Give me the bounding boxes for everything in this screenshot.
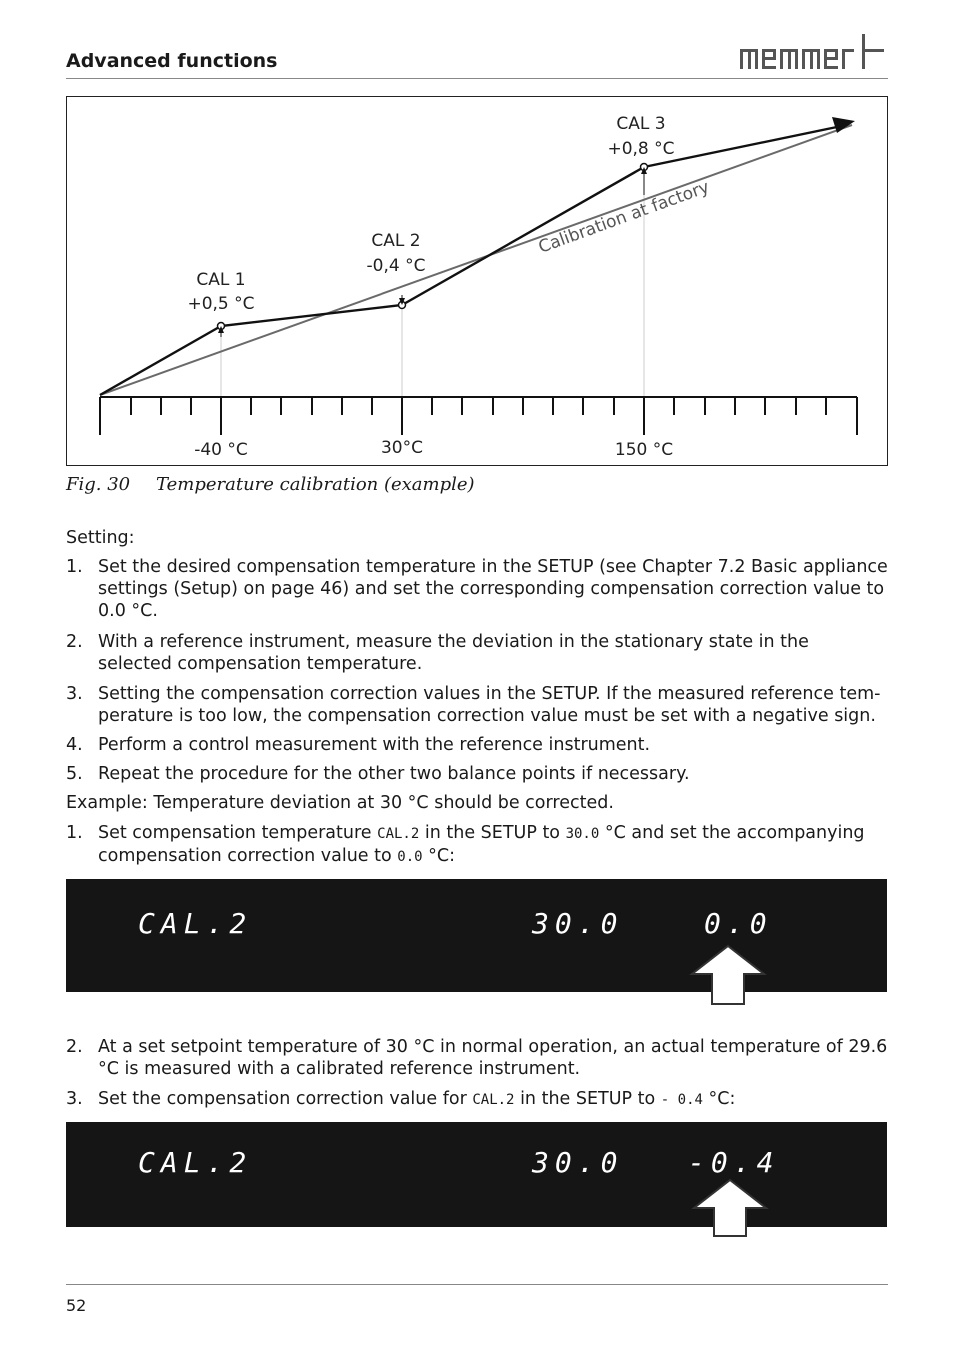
example-step: 1. Set compensation temperature CAL.2 in the SETUP to 30.0 °C and set the accompanying compensation correction value to 0.0 °C:	[66, 823, 865, 866]
cal1-name-label: CAL 1	[196, 270, 246, 290]
temperature-axis	[100, 397, 857, 435]
tick-label-minus40: -40 °C	[194, 440, 248, 460]
setting-step: 2. With a reference instrument, measure the deviation in the stationary state in the selected compensation temperature.	[66, 632, 809, 674]
factory-line-label: Calibration at factory	[535, 177, 713, 258]
cal3-value-label: +0,8 °C	[607, 139, 675, 159]
lcd-code-inline: - 0.4	[660, 1092, 703, 1108]
setting-step: 4. Perform a control measurement with the reference instrument.	[66, 735, 651, 755]
cal1-value-label: +0,5 °C	[187, 294, 255, 314]
display-cal-name: CAL.2	[138, 907, 253, 940]
lcd-code-inline: CAL.2	[377, 826, 420, 842]
example-intro: Example: Temperature deviation at 30 °C should be corrected.	[66, 793, 614, 813]
tick-label-150: 150 °C	[614, 440, 674, 460]
display-correction-value: -0.4	[688, 1146, 780, 1179]
page-number: 52	[66, 1296, 87, 1315]
display-cal-name: CAL.2	[138, 1146, 253, 1179]
display-temperature: 30.0	[532, 907, 624, 940]
setting-step: 3. Setting the compensation correction values in the SETUP. If the measured reference tem-perature is too low, the compensation correction value must be set with a negative sign.	[66, 684, 881, 726]
setting-heading: Setting:	[66, 528, 135, 548]
memmert-logo	[738, 32, 888, 76]
lcd-code-inline: CAL.2	[472, 1092, 515, 1108]
header-rule	[66, 78, 888, 79]
lcd-code-inline: 30.0	[565, 826, 600, 842]
display-correction-value: 0.0	[704, 907, 773, 940]
section-title: Advanced functions	[66, 50, 278, 72]
up-arrow-icon	[690, 1178, 770, 1240]
setting-step: 1. Set the desired compensation temperature in the SETUP (see Chapter 7.2 Basic appliance settings (Setup) on page 46) and set the corresponding compensation correction value to 0.0 °C.	[66, 557, 888, 621]
calibration-figure	[66, 96, 888, 466]
example-step: 3. Set the compensation correction value for CAL.2 in the SETUP to - 0.4 °C:	[66, 1089, 736, 1109]
up-arrow-icon	[688, 944, 768, 1008]
cal2-value-label: -0,4 °C	[366, 256, 426, 276]
display-temperature: 30.0	[532, 1146, 624, 1179]
cal2-name-label: CAL 2	[371, 231, 421, 251]
example-step: 2. At a set setpoint temperature of 30 °C in normal operation, an actual temperature of 29.6 °C is measured with a calibrated reference instrument.	[66, 1037, 888, 1079]
lcd-code-inline: 0.0	[397, 849, 423, 865]
figure-caption: Fig. 30 Temperature calibration (example)	[66, 474, 475, 495]
setting-step: 5. Repeat the procedure for the other two balance points if necessary.	[66, 764, 690, 784]
tick-label-30: 30°C	[380, 438, 424, 458]
footer-rule	[66, 1284, 888, 1285]
factory-calibration-line	[100, 125, 852, 395]
cal3-name-label: CAL 3	[616, 114, 666, 134]
